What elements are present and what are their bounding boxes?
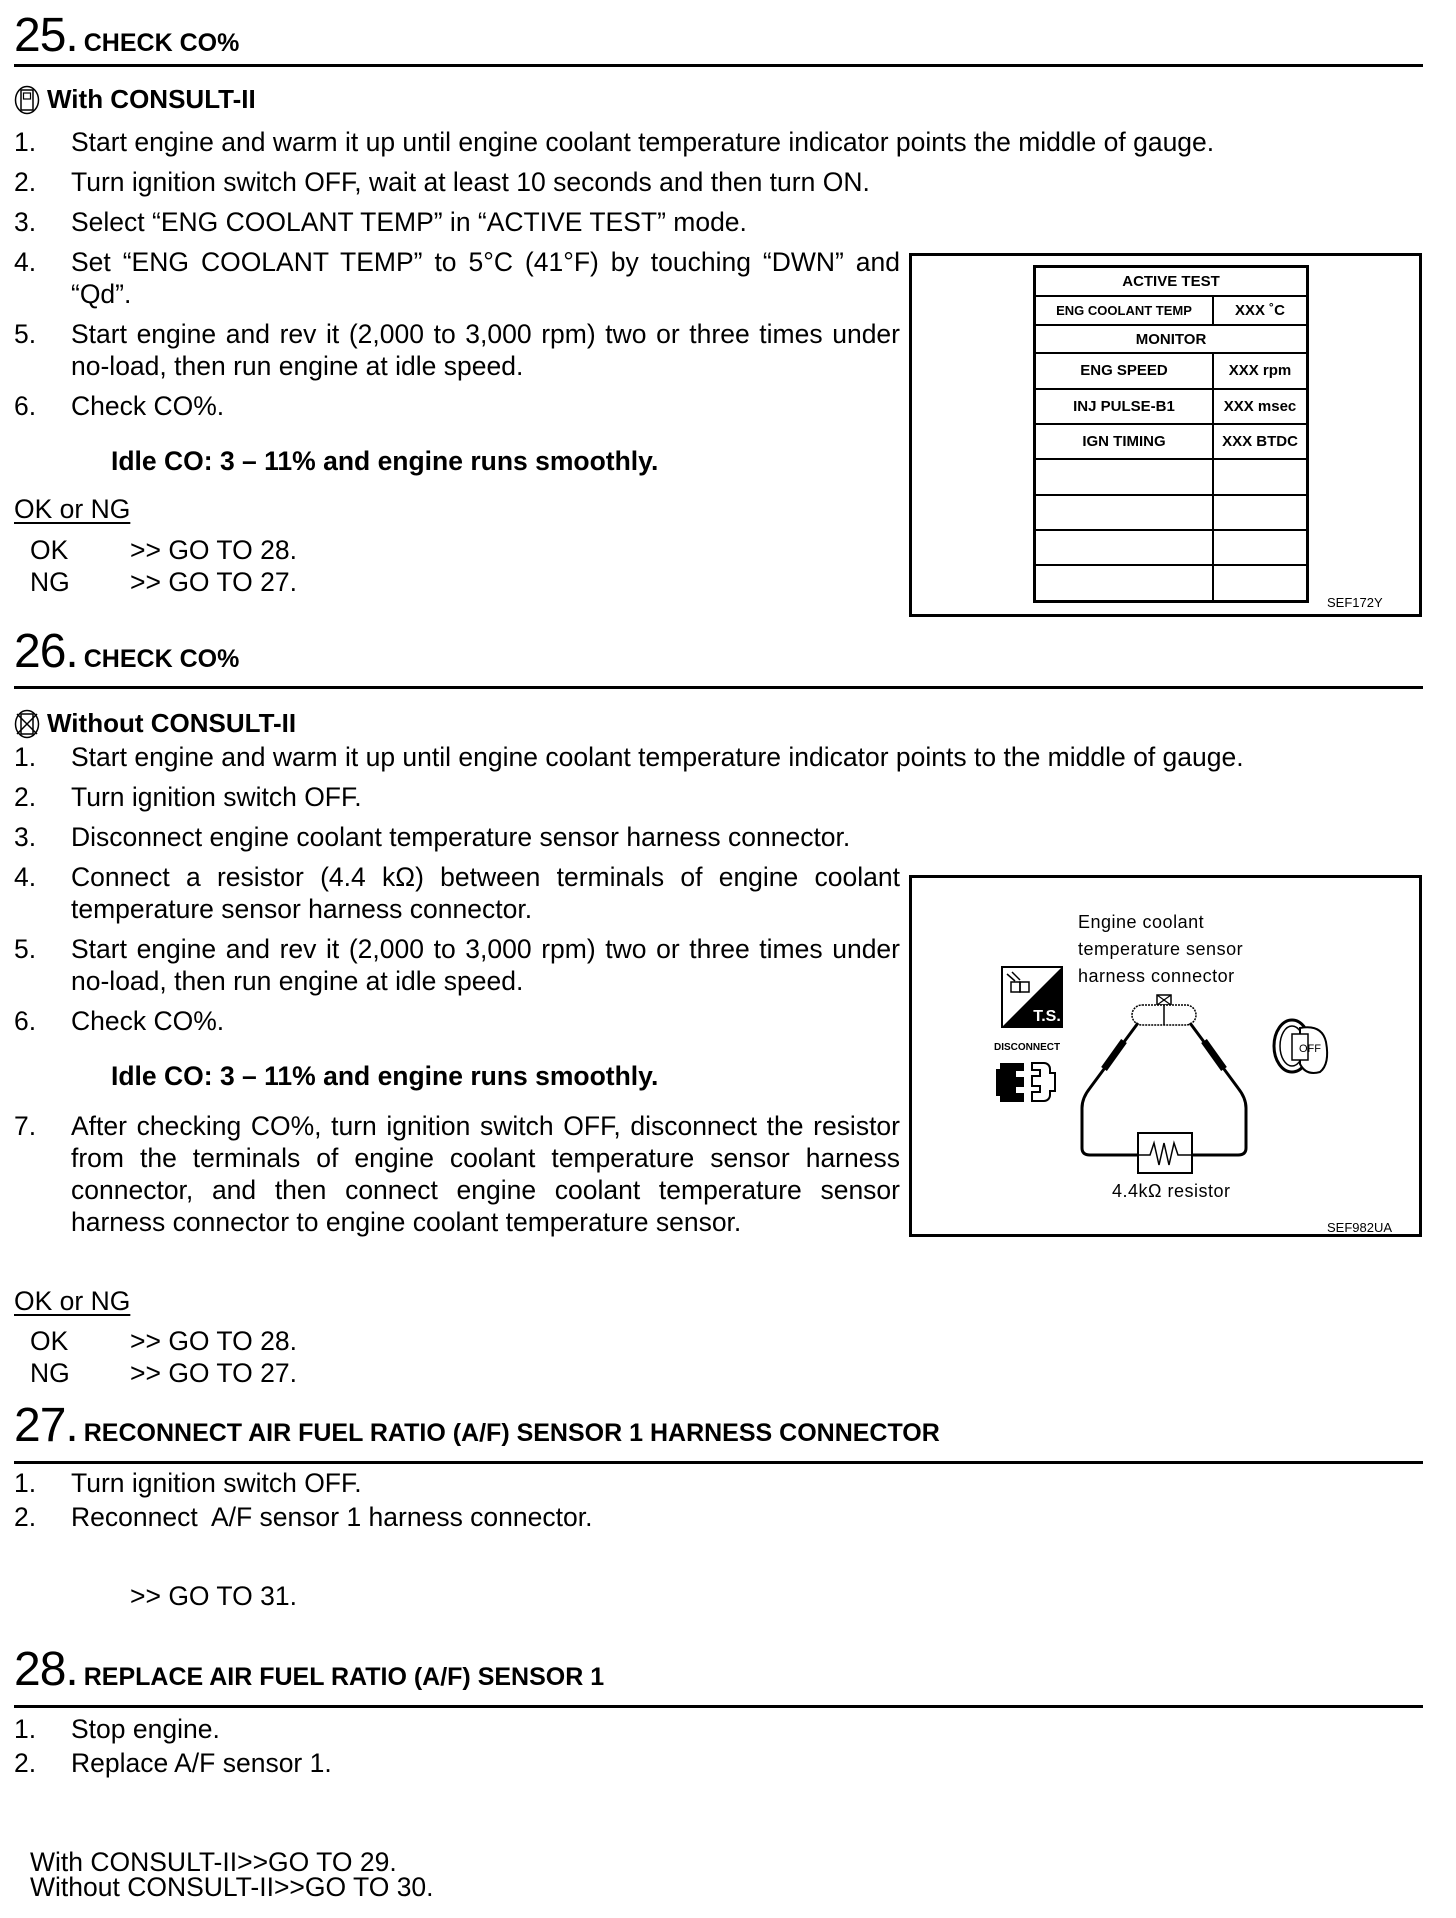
ok-or-ng-label: OK or NG — [14, 1286, 131, 1316]
step-item: 2. Replace A/F sensor 1. — [14, 1748, 332, 1778]
disconnect-icon — [994, 1055, 1069, 1110]
monitor-label: ENG SPEED — [1035, 353, 1214, 388]
ignition-key-off-icon — [1270, 1016, 1334, 1078]
result-ok: OK >> GO TO 28. — [30, 535, 297, 565]
ok-or-ng-label: OK or NG — [14, 494, 131, 524]
result-ok: OK >> GO TO 28. — [30, 1326, 297, 1356]
step-item: 1. Stop engine. — [14, 1714, 220, 1744]
svg-text:OFF: OFF — [1299, 1043, 1321, 1055]
connector-label: Engine coolant temperature sensor harness connector — [1078, 912, 1244, 986]
section-number: 26. — [14, 625, 78, 678]
monitor-label — [1035, 565, 1214, 601]
monitor-label — [1035, 495, 1214, 530]
active-test-header: ACTIVE TEST — [1035, 267, 1308, 296]
goto-link-without-consult[interactable]: Without CONSULT-II>>GO TO 30. — [30, 1872, 434, 1902]
active-test-figure — [909, 253, 1422, 617]
active-test-table — [1033, 265, 1309, 603]
test-step-icon — [1001, 966, 1063, 1028]
goto-link[interactable]: >> GO TO 27. — [130, 567, 297, 597]
step-item: 3. Select “ENG COOLANT TEMP” in “ACTIVE TEST” mode. — [14, 207, 747, 237]
resistor-figure — [909, 875, 1422, 1237]
step-item: 7. After checking CO%, turn ignition switch OFF, disconnect the resistor from the terminals of engine coolant temperature sensor harness connector, and then connect engine coolant temperature sensor harness connector to engine coolant temperature sensor. — [14, 1111, 900, 1237]
section-25-header — [14, 8, 239, 63]
idle-co-spec: Idle CO: 3 – 11% and engine runs smoothly. — [111, 1061, 659, 1091]
step-item: 1. Turn ignition switch OFF. — [14, 1468, 362, 1498]
goto-link-with-consult[interactable]: With CONSULT-II>>GO TO 29. — [30, 1847, 397, 1877]
section-number: 25. — [14, 9, 78, 62]
result-ng: NG >> GO TO 27. — [30, 567, 297, 597]
result-ng: NG >> GO TO 27. — [30, 1358, 297, 1388]
section-number: 27. — [14, 1399, 78, 1452]
step-item: 2. Turn ignition switch OFF. — [14, 782, 362, 812]
monitor-value: XXX BTDC — [1213, 424, 1308, 459]
consult-ii-icon — [14, 85, 40, 115]
monitor-header: MONITOR — [1035, 325, 1308, 353]
resistor-label: 4.4kΩ resistor — [1112, 1181, 1231, 1201]
monitor-label: INJ PULSE-B1 — [1035, 389, 1214, 424]
step-item: 6. Check CO%. — [14, 1006, 225, 1036]
test-item-label: ENG COOLANT TEMP — [1035, 296, 1214, 325]
monitor-label — [1035, 459, 1214, 494]
monitor-value: XXX rpm — [1213, 353, 1308, 388]
monitor-value — [1213, 459, 1308, 494]
resistor-circuit-diagram — [1072, 993, 1272, 1208]
disconnect-label: DISCONNECT — [994, 1042, 1061, 1053]
goto-link[interactable]: >> GO TO 28. — [130, 1326, 297, 1356]
monitor-value — [1213, 565, 1308, 601]
figure-id: SEF172Y — [1327, 595, 1383, 610]
step-item: 3. Disconnect engine coolant temperature sensor harness connector. — [14, 822, 851, 852]
section-title: CHECK CO% — [83, 645, 240, 673]
section-title: CHECK CO% — [83, 29, 240, 57]
subheading-text: With CONSULT-II — [47, 84, 256, 114]
section-divider — [14, 1705, 1423, 1708]
step-item: 5. Start engine and rev it (2,000 to 3,000 rpm) two or three times under no-load, then run engine at idle speed. — [14, 934, 900, 996]
section-28-header — [14, 1642, 604, 1697]
section-divider — [14, 1461, 1423, 1464]
monitor-value — [1213, 530, 1308, 565]
goto-link[interactable]: >> GO TO 31. — [130, 1581, 297, 1611]
step-item: 2. Turn ignition switch OFF, wait at least 10 seconds and then turn ON. — [14, 167, 870, 197]
test-item-value: XXX ˚C — [1213, 296, 1308, 325]
section-divider — [14, 64, 1423, 67]
section-number: 28. — [14, 1643, 78, 1696]
section-divider — [14, 686, 1423, 689]
section-title: REPLACE AIR FUEL RATIO (A/F) SENSOR 1 — [83, 1663, 605, 1691]
monitor-value — [1213, 495, 1308, 530]
monitor-label — [1035, 530, 1214, 565]
with-consult-subheading — [14, 84, 256, 115]
section-27-header — [14, 1398, 940, 1453]
idle-co-spec: Idle CO: 3 – 11% and engine runs smoothly. — [111, 446, 659, 476]
step-item: 1. Start engine and warm it up until engine coolant temperature indicator points the middle of gauge. — [14, 127, 1215, 157]
goto-link[interactable]: >> GO TO 27. — [130, 1358, 297, 1388]
goto-link[interactable]: >> GO TO 28. — [130, 535, 297, 565]
without-consult-subheading — [14, 708, 296, 739]
svg-text:T.S.: T.S. — [1033, 1008, 1061, 1025]
monitor-value: XXX msec — [1213, 389, 1308, 424]
step-item: 4. Connect a resistor (4.4 kΩ) between terminals of engine coolant temperature sensor harness connector. — [14, 862, 900, 924]
section-title: RECONNECT AIR FUEL RATIO (A/F) SENSOR 1 HARNESS CONNECTOR — [83, 1419, 940, 1447]
step-item: 5. Start engine and rev it (2,000 to 3,000 rpm) two or three times under no-load, then run engine at idle speed. — [14, 319, 900, 381]
monitor-label: IGN TIMING — [1035, 424, 1214, 459]
step-item: 6. Check CO%. — [14, 391, 225, 421]
subheading-text: Without CONSULT-II — [47, 708, 297, 738]
without-consult-ii-icon — [14, 709, 40, 739]
step-item: 1. Start engine and warm it up until engine coolant temperature indicator points to the middle of gauge. — [14, 742, 1244, 772]
figure-id: SEF982UA — [1327, 1220, 1393, 1235]
step-item: 4. Set “ENG COOLANT TEMP” to 5°C (41°F) by touching “DWN” and “Qd”. — [14, 247, 900, 309]
section-26-header — [14, 624, 239, 679]
step-item: 2. Reconnect A/F sensor 1 harness connector. — [14, 1502, 593, 1532]
